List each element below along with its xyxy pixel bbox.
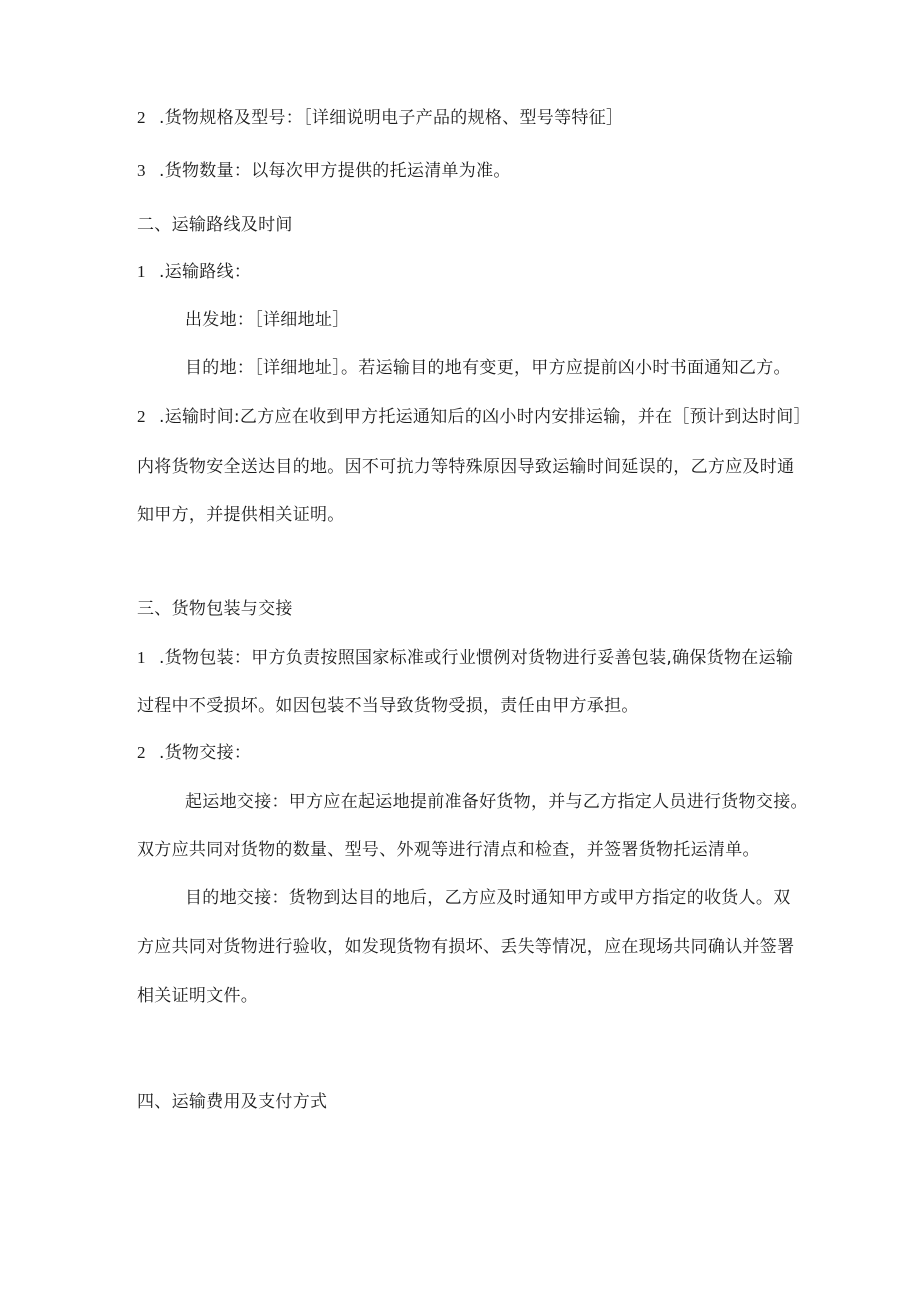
clause-text: .运输时间:乙方应在收到甲方托运通知后的凶小时内安排运输，并在［预计到达时间］ [159,407,811,427]
paragraph-line: 方应共同对货物进行验收，如发现货物有损坏、丢失等情况，应在现场共同确认并签署 [137,937,795,957]
paragraph-line: 相关证明文件。 [137,986,259,1006]
clause-text: .货物包装：甲方负责按照国家标准或行业惯例对货物进行妥善包装,确保货物在运输 [159,648,794,668]
clause-2-handover [137,741,251,765]
clause-text: .货物规格及型号：［详细说明电子产品的规格、型号等特征］ [159,108,624,128]
clause-number: 2 [137,743,146,762]
paragraph-line: 过程中不受损坏。如因包装不当导致货物受损，责任由甲方承担。 [137,696,639,716]
clause-1-packaging [137,646,793,670]
section-heading-route: 二、运输路线及时间 [137,215,293,235]
clause-3-quantity [137,159,511,183]
paragraph-line: 双方应共同对货物的数量、型号、外观等进行清点和检查，并签署货物托运清单。 [137,840,760,860]
clause-1-route [137,260,251,284]
clause-text: .货物交接： [159,743,252,763]
origin-line: 出发地：［详细地址］ [185,310,350,330]
clause-number: 3 [137,161,146,180]
section-heading-packaging: 三、货物包装与交接 [137,599,293,619]
clause-2-spec [137,106,623,130]
clause-text: .货物数量：以每次甲方提供的托运清单为准。 [159,161,511,181]
paragraph-line: 知甲方，并提供相关证明。 [137,505,345,525]
section-heading-fees: 四、运输费用及支付方式 [137,1092,328,1112]
clause-2-time [137,405,811,429]
clause-number: 2 [137,108,146,127]
clause-text: .运输路线： [159,262,252,282]
destination-handover-line: 目的地交接：货物到达目的地后，乙方应及时通知甲方或甲方指定的收货人。双 [185,888,791,908]
origin-handover-line: 起运地交接：甲方应在起运地提前准备好货物，并与乙方指定人员进行货物交接。 [185,792,808,812]
paragraph-line: 内将货物安全送达目的地。因不可抗力等特殊原因导致运输时间延误的，乙方应及时通 [137,457,795,477]
destination-line: 目的地：［详细地址］。若运输目的地有变更，甲方应提前凶小时书面通知乙方。 [185,358,791,378]
clause-number: 1 [137,648,146,667]
clause-number: 2 [137,407,146,426]
clause-number: 1 [137,262,146,281]
